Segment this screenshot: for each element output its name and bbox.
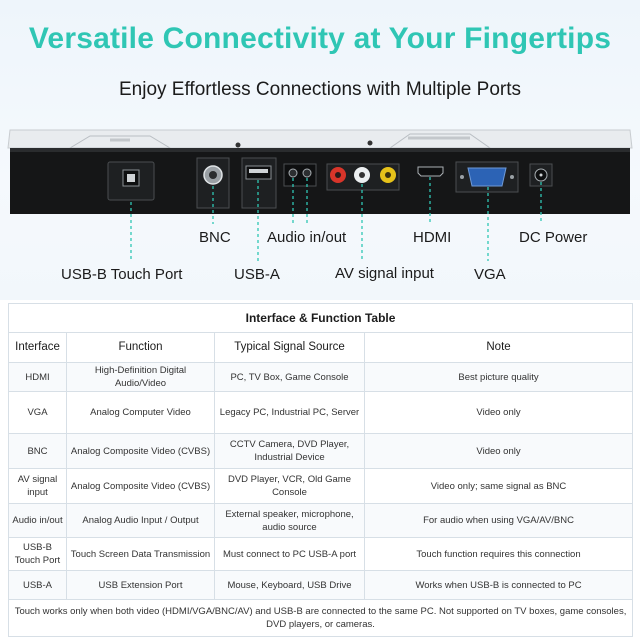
- table-caption: Interface & Function Table: [9, 304, 633, 333]
- table-cell: AV signal input: [9, 469, 67, 504]
- table-row: [9, 504, 633, 538]
- table-cell: External speaker, microphone, audio source: [215, 504, 365, 538]
- table-cell: USB Extension Port: [67, 571, 215, 600]
- vga-port-icon: [456, 162, 518, 192]
- table-cell: Analog Audio Input / Output: [67, 504, 215, 538]
- table-cell: Legacy PC, Industrial PC, Server: [215, 392, 365, 434]
- table-row: [9, 434, 633, 469]
- table-cell: PC, TV Box, Game Console: [215, 363, 365, 392]
- table-cell: Analog Composite Video (CVBS): [67, 434, 215, 469]
- column-header: Note: [365, 333, 633, 363]
- table-header-row: [9, 333, 633, 363]
- column-header: Interface: [9, 333, 67, 363]
- table-cell: USB-A: [9, 571, 67, 600]
- table-row: [9, 538, 633, 571]
- table-cell: Works when USB-B is connected to PC: [365, 571, 633, 600]
- table-cell: Mouse, Keyboard, USB Drive: [215, 571, 365, 600]
- table-footnote: Touch works only when both video (HDMI/VGA/BNC/AV) and USB-B are connected to the same PC. Not supported on TV boxes, game consoles, DVD players, or cameras.: [9, 600, 633, 637]
- port-label-av: AV signal input: [335, 265, 434, 282]
- port-label-audio: Audio in/out: [267, 229, 347, 246]
- page-subtitle: Enjoy Effortless Connections with Multiple Ports: [119, 79, 521, 100]
- port-label-bnc: BNC: [199, 229, 231, 246]
- table-cell: BNC: [9, 434, 67, 469]
- port-label-usb-a: USB-A: [234, 266, 280, 283]
- table-cell: Touch function requires this connection: [365, 538, 633, 571]
- usb-a-port-icon: [242, 158, 276, 208]
- table-cell: CCTV Camera, DVD Player, Industrial Device: [215, 434, 365, 469]
- port-label-usb-b: USB-B Touch Port: [61, 266, 183, 283]
- interface-function-table: [8, 303, 632, 637]
- port-label-dc-power: DC Power: [519, 229, 588, 246]
- table-row: [9, 571, 633, 600]
- table-row: [9, 469, 633, 504]
- table-cell: HDMI: [9, 363, 67, 392]
- table-cell: Best picture quality: [365, 363, 633, 392]
- audio-port-icon: [284, 164, 316, 186]
- table-cell: Video only; same signal as BNC: [365, 469, 633, 504]
- column-header: Typical Signal Source: [215, 333, 365, 363]
- table-row: [9, 363, 633, 392]
- table-cell: Video only: [365, 434, 633, 469]
- av-port-icon: [327, 164, 399, 190]
- page-title: Versatile Connectivity at Your Fingertips: [28, 22, 612, 55]
- table-cell: Touch Screen Data Transmission: [67, 538, 215, 571]
- table-cell: DVD Player, VCR, Old Game Console: [215, 469, 365, 504]
- table-cell: Video only: [365, 392, 633, 434]
- table-cell: Audio in/out: [9, 504, 67, 538]
- table-cell: Analog Composite Video (CVBS): [67, 469, 215, 504]
- column-header: Function: [67, 333, 215, 363]
- usb-b-port-icon: [108, 162, 154, 200]
- table-cell: Must connect to PC USB-A port: [215, 538, 365, 571]
- port-label-vga: VGA: [474, 266, 506, 283]
- table-cell: For audio when using VGA/AV/BNC: [365, 504, 633, 538]
- table-cell: VGA: [9, 392, 67, 434]
- table-cell: High-Definition Digital Audio/Video: [67, 363, 215, 392]
- hdmi-port-icon: [418, 167, 443, 176]
- hero-section: [0, 0, 640, 300]
- table-cell: Analog Computer Video: [67, 392, 215, 434]
- table-row: [9, 392, 633, 434]
- table-cell: USB-B Touch Port: [9, 538, 67, 571]
- port-label-hdmi: HDMI: [413, 229, 452, 246]
